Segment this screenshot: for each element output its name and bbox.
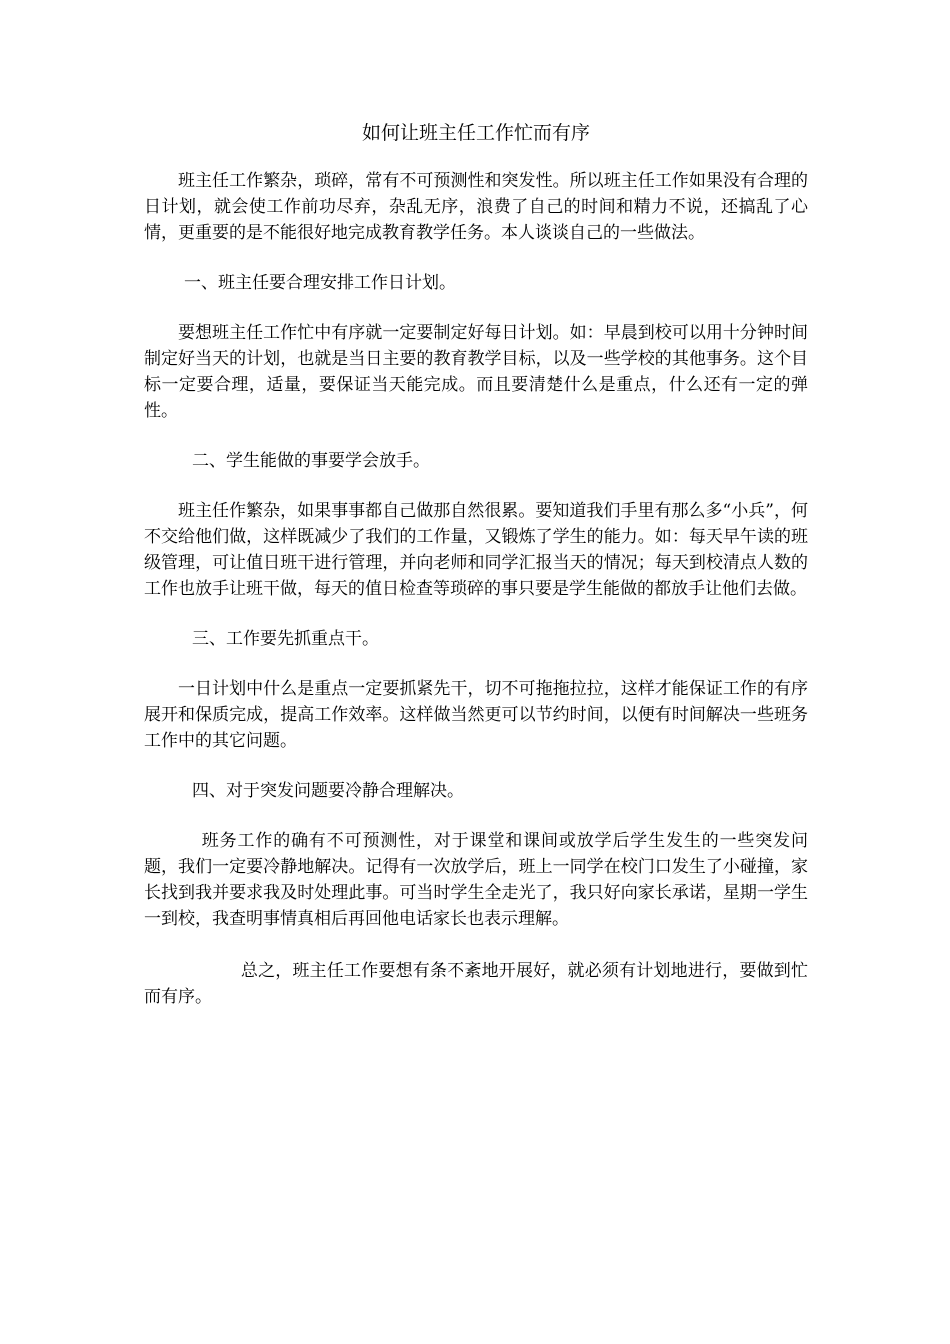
section-1-body: 要想班主任工作忙中有序就一定要制定好每日计划。如：早晨到校可以用十分钟时间制定好当天的计划，也就是当日主要的教育教学目标，以及一些学校的其他事务。这个目标一定要合理，适量，要保证当天能完成。而且要清楚什么是重点，什么还有一定的弹性。 [144, 323, 808, 421]
document-title: 如何让班主任工作忙而有序 [361, 122, 590, 144]
section-2-body: 班主任作繁杂，如果事事都自己做那自然很累。要知道我们手里有那么多“小兵”，何不交给他们做，这样既减少了我们的工作量，又锻炼了学生的能力。如：每天早午读的班级管理，可让值日班干进行管理，并向老师和同学汇报当天的情况；每天到校清点人数的工作也放手让班干做，每天的值日检查等琐碎的事只要是学生能做的都放手让他们去做。 [144, 501, 808, 599]
section-3-body: 一日计划中什么是重点一定要抓紧先干，切不可拖拖拉拉，这样才能保证工作的有序展开和保质完成，提高工作效率。这样做当然更可以节约时间，以便有时间解决一些班务工作中的其它问题。 [144, 679, 808, 751]
conclusion-paragraph: 总之，班主任工作要想有条不紊地开展好，就必须有计划地进行，要做到忙而有序。 [144, 961, 808, 1007]
document-page [144, 118, 808, 1010]
section-3-heading: 三、工作要先抓重点干。 [192, 629, 379, 649]
section-2-heading: 二、学生能做的事要学会放手。 [192, 451, 430, 471]
section-4-heading: 四、对于突发问题要冷静合理解决。 [192, 781, 464, 801]
section-4-body: 班务工作的确有不可预测性，对于课堂和课间或放学后学生发生的一些突发问题，我们一定要冷静地解决。记得有一次放学后，班上一同学在校门口发生了小碰撞，家长找到我并要求我及时处理此事。可当时学生全走光了，我只好向家长承诺，星期一学生一到校，我查明事情真相后再回他电话家长也表示理解。 [144, 831, 808, 929]
intro-paragraph: 班主任工作繁杂，琐碎，常有不可预测性和突发性。所以班主任工作如果没有合理的日计划，就会使工作前功尽弃，杂乱无序，浪费了自己的时间和精力不说，还搞乱了心情，更重要的是不能很好地完成教育教学任务。本人谈谈自己的一些做法。 [144, 171, 808, 243]
section-1-heading: 一、班主任要合理安排工作日计划。 [184, 273, 456, 293]
